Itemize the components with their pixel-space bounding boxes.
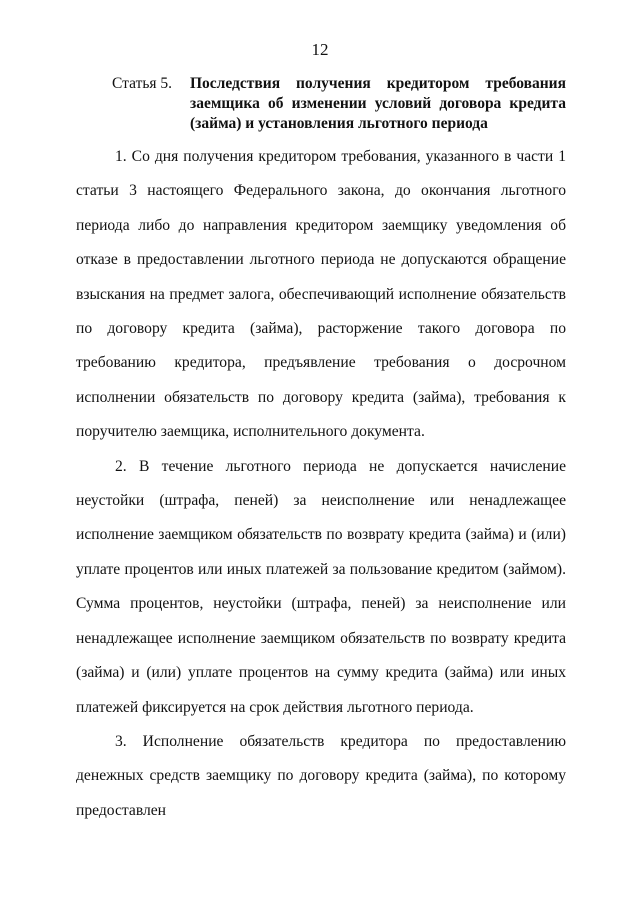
article-body <box>76 140 566 828</box>
paragraph-3: 3. Исполнение обязательств кредитора по предоставлению денежных средств заемщику по договору кредита (займа), по которому предоставлен <box>76 732 566 819</box>
paragraph-2: 2. В течение льготного периода не допускается начисление неустойки (штрафа, пеней) за неисполнение или ненадлежащее исполнение заемщиком обязательств по возврату кредита (займа) и (или) уплате процентов или иных платежей за пользование кредитом (займом). Сумма процентов, неустойки (штрафа, пеней) за неисполнение или ненадлежащее исполнение заемщиком обязательств по возврату кредита (займа) и (или) уплате процентов на сумму кредита (займа) или иных платежей фиксируется на срок действия льготного периода. <box>76 457 566 716</box>
article-heading <box>112 74 566 134</box>
article-title: Последствия получения кредитором требования заемщика об изменении условий договора кредита (займа) и установления льготного периода <box>190 75 566 132</box>
article-label: Статья 5. <box>112 75 173 92</box>
paragraph-1: 1. Со дня получения кредитором требования, указанного в части 1 статьи 3 настоящего Федерального закона, до окончания льготного периода либо до направления кредитором заемщику уведомления об отказе в предоставлении льготного периода не допускаются обращение взыскания на предмет залога, обеспечивающий исполнение обязательств по договору кредита (займа), расторжение такого договора по требованию кредитора, предъявление требования о досрочном исполнении обязательств по договору кредита (займа), требования к поручителю заемщика, исполнительного документа. <box>76 148 566 441</box>
page-number: 12 <box>311 40 329 59</box>
